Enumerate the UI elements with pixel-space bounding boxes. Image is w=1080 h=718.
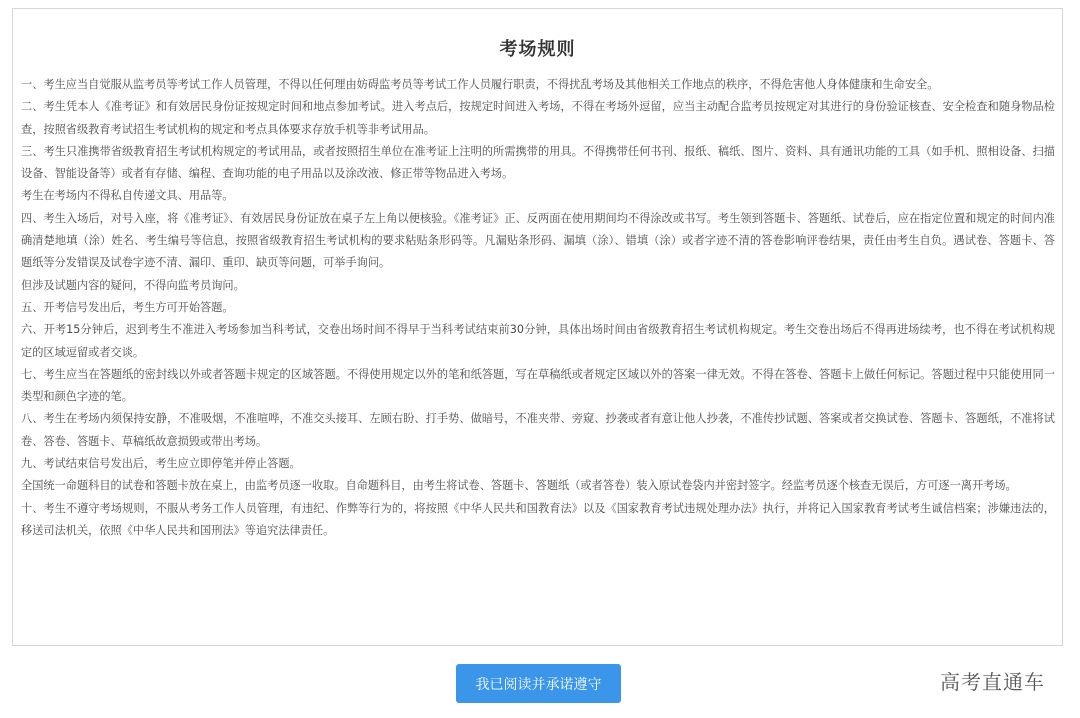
rule-paragraph-4: 四、考生入场后，对号入座，将《准考证》、有效居民身份证放在桌子左上角以便核验。《准考证》正、反两面在使用期间均不得涂改或书写。考生领到答题卡、答题纸、试卷后，应在指定位置和规定的时间内准确清楚地填（涂）姓名、考生编号等信息，按照省级教育招生考试机构的要求粘贴条形码等。凡漏贴条形码、漏填（涂）、错填（涂）或者字迹不清的答卷影响评卷结果，责任由考生自负。遇试卷、答题卡、答题纸等分发错误及试卷字迹不清、漏印、重印、缺页等问题，可举手询问。 (21, 211, 1055, 270)
rule-paragraph-10: 十、考生不遵守考场规则，不服从考务工作人员管理，有违纪、作弊等行为的，将按照《中华人民共和国教育法》以及《国家教育考试违规处理办法》执行，并将记入国家教育考试考生诚信档案；涉嫌违法的，移送司法机关，依照《中华人民共和国刑法》等追究法律责任。 (21, 501, 1055, 537)
rule-paragraph-4-note: 但涉及试题内容的疑问，不得向监考员询问。 (21, 278, 245, 292)
rule-paragraph-2: 二、考生凭本人《准考证》和有效居民身份证按规定时间和地点参加考试。进入考点后，按规定时间进入考场，不得在考场外逗留，应当主动配合监考员按规定对其进行的身份验证核查、安全检查和随身物品检查，按照省级教育考试招生考试机构的规定和考点具体要求存放手机等非考试用品。 (21, 100, 1055, 136)
rule-paragraph-6: 六、开考15分钟后，迟到考生不准进入考场参加当科考试，交卷出场时间不得早于当科考试结束前30分钟，具体出场时间由省级教育招生考试机构规定。考生交卷出场后不得再进场续考，也不得在考试机构规定的区域逗留或者交谈。 (21, 323, 1055, 359)
rule-paragraph-7: 七、考生应当在答题纸的密封线以外或者答题卡规定的区域答题。不得使用规定以外的笔和纸答题，写在草稿纸或者规定区域以外的答案一律无效。不得在答卷、答题卡上做任何标记。答题过程中只能使用同一类型和颜色字迹的笔。 (21, 367, 1055, 404)
rule-paragraph-3: 三、考生只准携带省级教育招生考试机构规定的考试用品，或者按照招生单位在准考证上注明的所需携带的用具。不得携带任何书刊、报纸、稿纸、图片、资料、具有通讯功能的工具（如手机、照相设备、扫描设备、智能设备等）或者有存储、编程、查询功能的电子用品以及涂改液、修正带等物品进入考场。 (21, 144, 1055, 181)
rule-paragraph-8: 八、考生在考场内须保持安静，不准吸烟，不准喧哗，不准交头接耳、左顾右盼、打手势、做暗号，不准夹带、旁窥、抄袭或者有意让他人抄袭，不准传抄试题、答案或者交换试卷、答题卡、答题纸，不准将试卷、答卷、答题卡、草稿纸故意损毁或带出考场。 (21, 412, 1055, 448)
rule-paragraph-9: 九、考试结束信号发出后，考生应立即停笔并停止答题。 (21, 457, 301, 471)
page-title: 考场规则 (499, 39, 576, 60)
rules-panel (12, 8, 1063, 646)
rule-paragraph-1: 一、考生应当自觉服从监考员等考试工作人员管理，不得以任何理由妨碍监考员等考试工作人员履行职责，不得扰乱考场及其他相关工作地点的秩序，不得危害他人身体健康和生命安全。 (21, 78, 939, 91)
rule-paragraph-5: 五、开考信号发出后，考生方可开始答题。 (21, 300, 234, 314)
rules-text (21, 74, 1055, 542)
watermark: 高考直通车 (940, 670, 1045, 694)
rule-paragraph-9-note: 全国统一命题科目的试卷和答题卡放在桌上，由监考员逐一收取。自命题科目，由考生将试卷、答题卡、答题纸（或者答卷）装入原试卷袋内并密封签字。经监考员逐个核查无误后，方可逐一离开考场。 (21, 479, 1017, 493)
rule-paragraph-3-note: 考生在考场内不得私自传递文具、用品等。 (21, 189, 234, 203)
accept-rules-button[interactable]: 我已阅读并承诺遵守 (456, 664, 621, 703)
